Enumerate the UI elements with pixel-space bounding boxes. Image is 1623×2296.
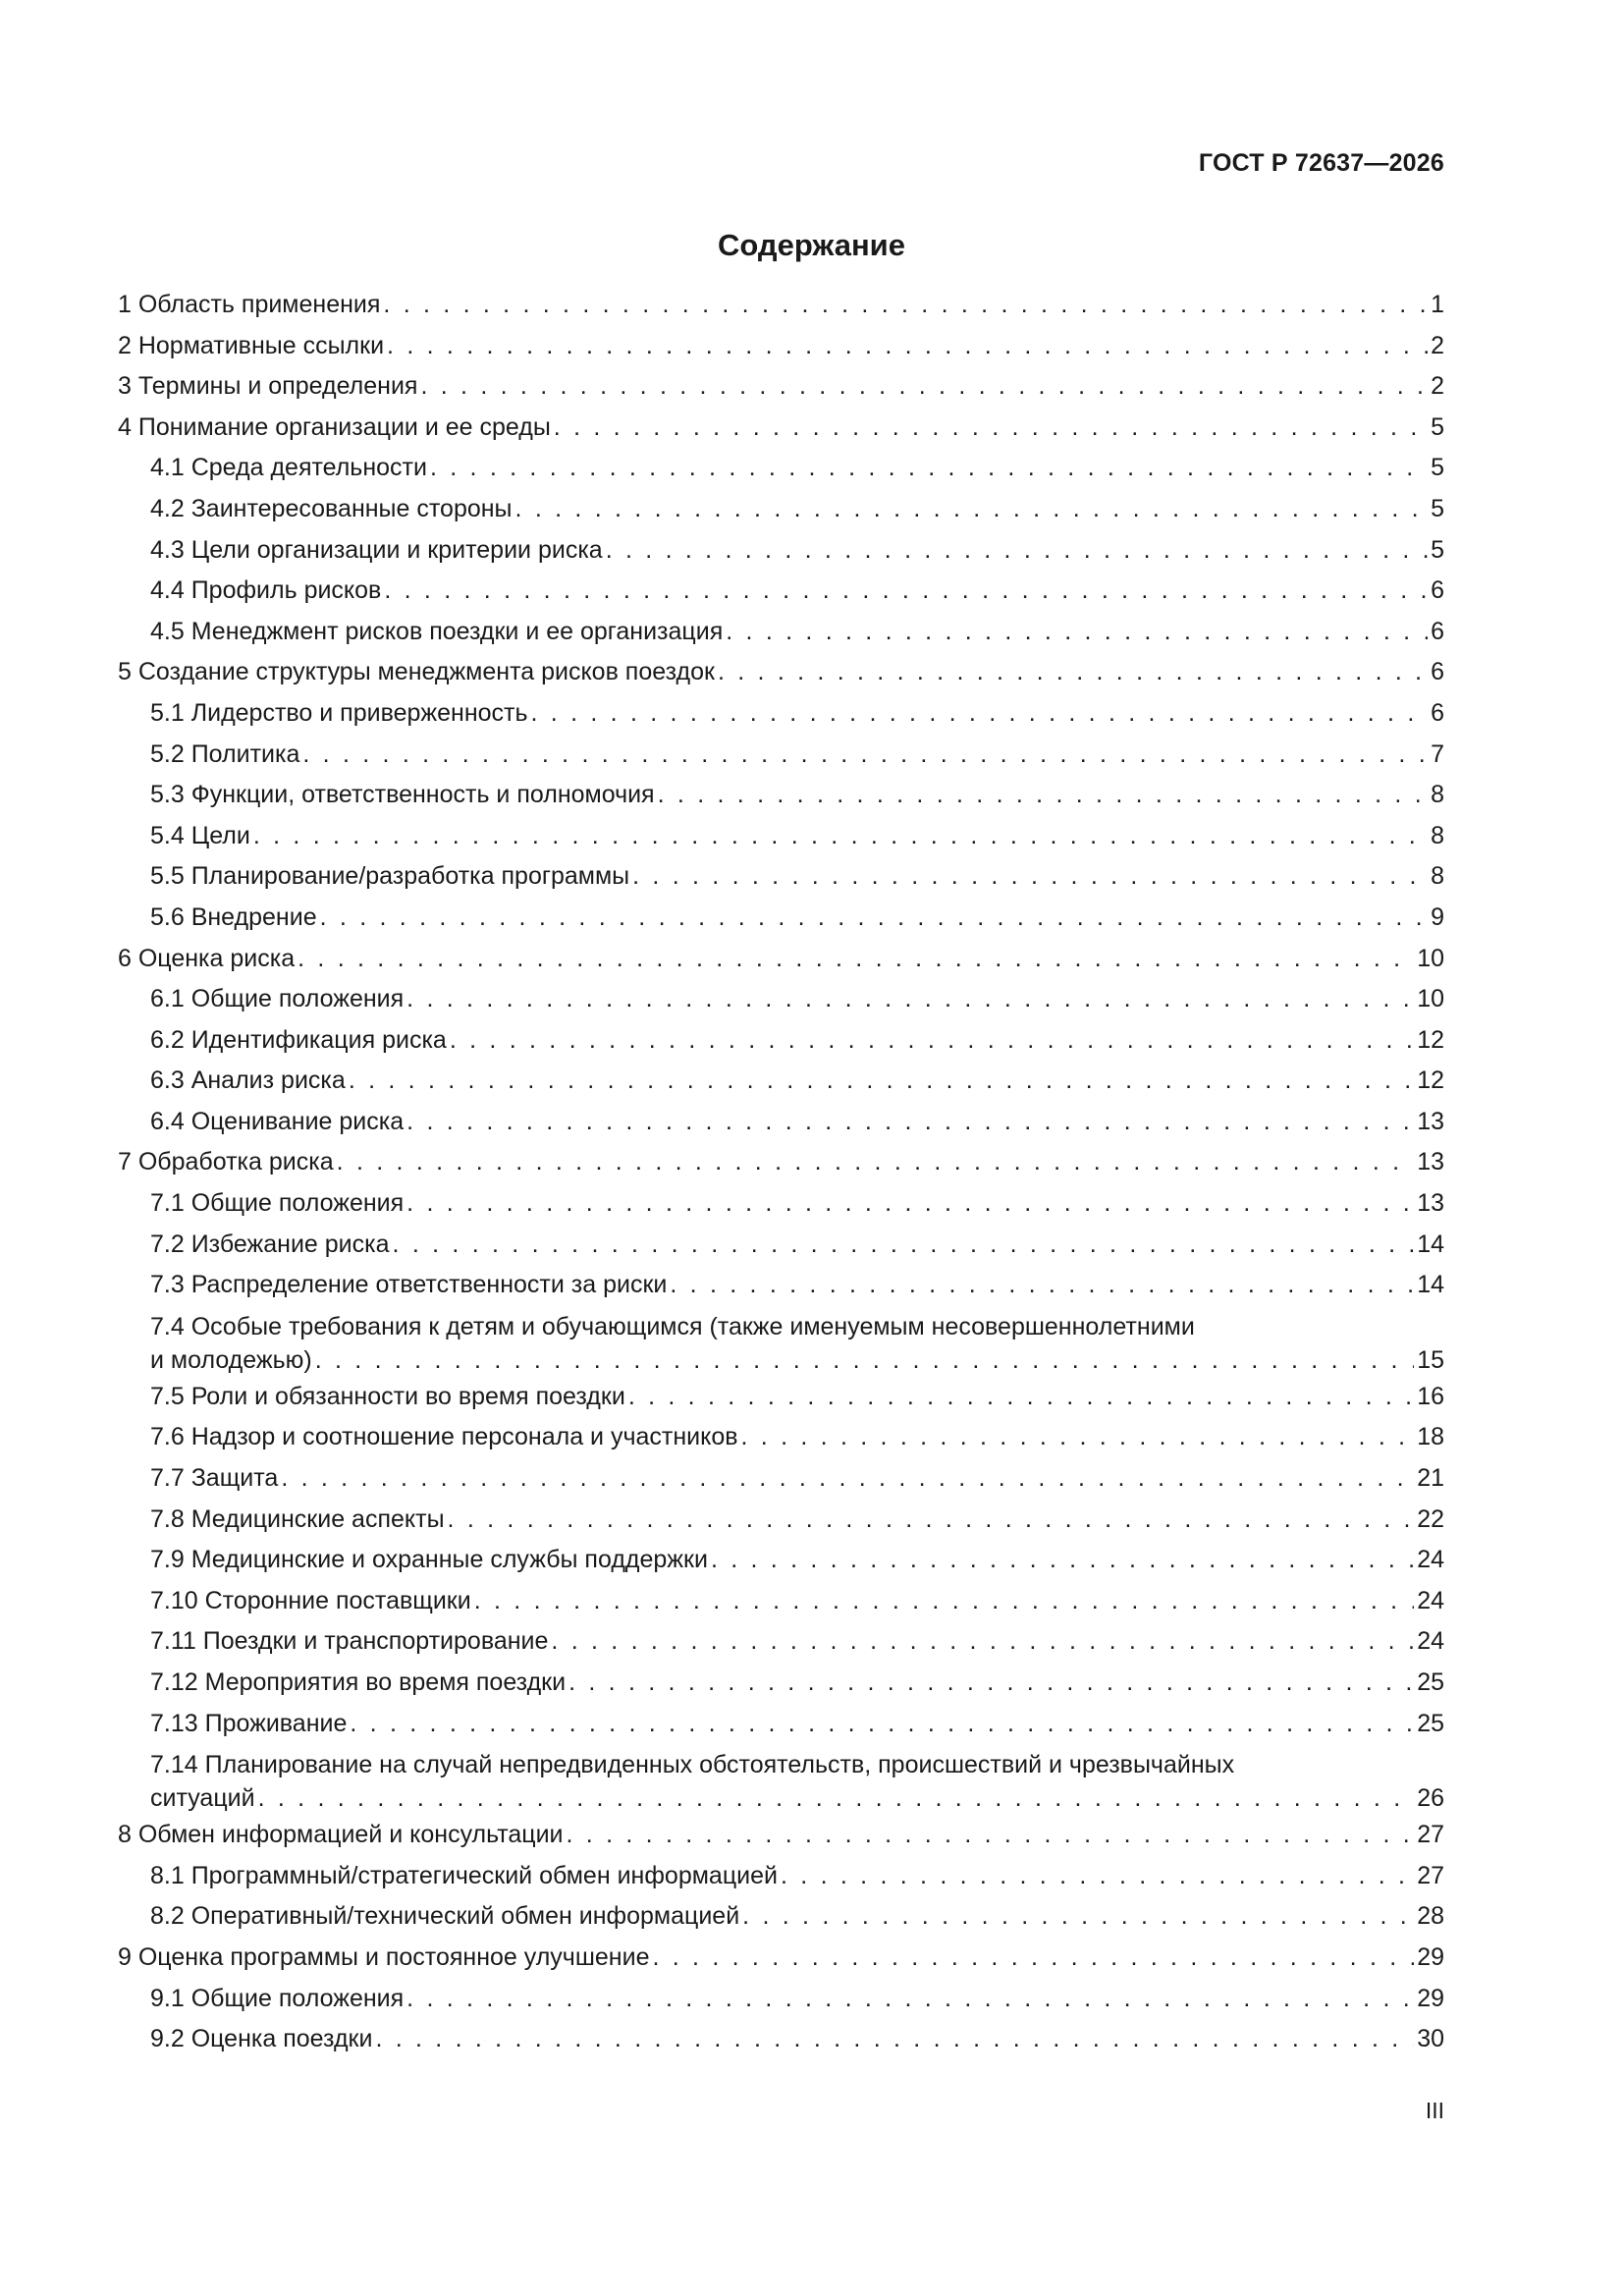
toc-entry-label: 4.1 Среда деятельности	[150, 454, 427, 482]
toc-entry-page: 28	[1417, 1902, 1444, 1931]
toc-entry-label: 5.2 Политика	[150, 739, 300, 768]
toc-entry-page: 7	[1431, 739, 1444, 768]
toc-entry[interactable]	[118, 939, 1444, 980]
toc-entry-label: 4.5 Менеджмент рисков поездки и ее организация	[150, 617, 724, 645]
toc-entry-label: 7.14 Планирование на случай непредвиденных обстоятельств, происшествий и чрезвычайных	[150, 1751, 1235, 1779]
dot-leader	[450, 1020, 1414, 1062]
dot-leader	[551, 1621, 1414, 1663]
toc-entry-page: 29	[1417, 1942, 1444, 1971]
toc-entry-label: 6.3 Анализ риска	[150, 1066, 346, 1095]
toc-entry-label: 5.3 Функции, ответственность и полномочия	[150, 781, 655, 809]
toc-entry-label: 7.13 Проживание	[150, 1709, 348, 1737]
toc-entry-label: 4.3 Цели организации и критерии риска	[150, 535, 603, 564]
dot-leader	[350, 1704, 1414, 1745]
dot-leader	[420, 366, 1428, 408]
toc-entry[interactable]	[118, 1979, 1444, 2020]
dot-leader	[315, 1343, 1414, 1377]
toc-entry-page: 25	[1417, 1709, 1444, 1737]
toc-entry-page: 6	[1431, 576, 1444, 605]
dot-leader	[406, 1102, 1414, 1143]
toc-entry-page: 5	[1431, 412, 1444, 441]
toc-entry-label: 4.2 Заинтересованные стороны	[150, 494, 513, 522]
toc-entry-page: 6	[1431, 658, 1444, 686]
toc-entry[interactable]	[118, 285, 1444, 326]
dot-leader	[632, 856, 1428, 898]
toc-entry-page: 30	[1417, 2025, 1444, 2053]
toc-entry-label: 5.1 Лидерство и приверженность	[150, 698, 528, 727]
dot-leader	[320, 898, 1428, 939]
toc-entry[interactable]	[118, 856, 1444, 898]
dot-leader	[606, 530, 1428, 572]
toc-entry-label: 7.12 Мероприятия во время поездки	[150, 1668, 567, 1696]
toc-entry[interactable]	[118, 1621, 1444, 1663]
toc-entry[interactable]	[118, 816, 1444, 857]
toc-entry-label: 9.2 Оценка поездки	[150, 2025, 373, 2053]
toc-entry-label: 8.2 Оперативный/технический обмен информацией	[150, 1902, 740, 1931]
toc-entry-label: 7.10 Сторонние поставщики	[150, 1586, 471, 1614]
toc-entry-page: 29	[1417, 1984, 1444, 2012]
toc-entry[interactable]	[118, 735, 1444, 776]
toc-entry[interactable]	[118, 1856, 1444, 1897]
toc-entry[interactable]	[118, 408, 1444, 449]
toc-entry[interactable]	[118, 326, 1444, 367]
toc-entry-page: 24	[1417, 1586, 1444, 1614]
toc-entry-page: 24	[1417, 1627, 1444, 1656]
dot-leader	[628, 1377, 1414, 1418]
toc-entry[interactable]	[118, 2019, 1444, 2060]
toc-entry[interactable]	[118, 1744, 1444, 1815]
toc-entry[interactable]	[118, 1938, 1444, 1979]
toc-entry[interactable]	[118, 1540, 1444, 1581]
toc-entry-page: 8	[1431, 821, 1444, 849]
dot-leader	[302, 735, 1428, 776]
toc-entry-label: 9 Оценка программы и постоянное улучшение	[118, 1942, 650, 1971]
toc-entry-label: 6.2 Идентификация риска	[150, 1025, 447, 1054]
dot-leader	[393, 1225, 1415, 1266]
toc-entry-page: 6	[1431, 698, 1444, 727]
toc-entry[interactable]	[118, 1061, 1444, 1102]
toc-entry-page: 26	[1417, 1784, 1444, 1813]
dot-leader	[281, 1458, 1414, 1500]
toc-entry-label: 5.6 Внедрение	[150, 902, 317, 931]
toc-entry-label: 7.11 Поездки и транспортирование	[150, 1627, 549, 1656]
toc-entry[interactable]	[118, 1417, 1444, 1458]
toc-entry-label: 8 Обмен информацией и консультации	[118, 1821, 564, 1849]
dot-leader	[567, 1815, 1415, 1856]
toc-entry[interactable]	[118, 1102, 1444, 1143]
toc-entry[interactable]	[118, 898, 1444, 939]
toc-entry-continuation	[150, 1343, 1444, 1377]
toc-entry-label: 5.4 Цели	[150, 821, 250, 849]
dot-leader	[430, 448, 1428, 489]
toc-entry-label: 4.4 Профиль рисков	[150, 576, 382, 605]
dot-leader	[406, 979, 1414, 1020]
toc-entry-page: 12	[1417, 1066, 1444, 1095]
toc-entry-label: 7.1 Общие положения	[150, 1189, 405, 1218]
dot-leader	[406, 1183, 1414, 1225]
toc-entry-page: 5	[1431, 494, 1444, 522]
toc-entry-label: 7.9 Медицинские и охранные службы поддержки	[150, 1546, 708, 1574]
dot-leader	[384, 571, 1428, 612]
document-code: ГОСТ Р 72637—2026	[1198, 149, 1444, 177]
toc-entry[interactable]	[118, 1458, 1444, 1500]
dot-leader	[568, 1663, 1414, 1704]
dot-leader	[554, 408, 1428, 449]
toc-entry-page: 14	[1417, 1230, 1444, 1258]
toc-entry[interactable]	[118, 979, 1444, 1020]
toc-entry-page: 8	[1431, 862, 1444, 891]
dot-leader	[406, 1979, 1414, 2020]
toc-entry-label: 6 Оценка риска	[118, 944, 296, 972]
toc-entry[interactable]	[118, 1142, 1444, 1183]
toc-entry-page: 1	[1431, 291, 1444, 318]
toc-entry[interactable]	[118, 1265, 1444, 1306]
dot-leader	[349, 1061, 1414, 1102]
toc-entry-label: 7.5 Роли и обязанности во время поездки	[150, 1382, 625, 1410]
dot-leader	[515, 489, 1429, 530]
dot-leader	[718, 652, 1428, 693]
toc-entry-label: 7.3 Распределение ответственности за риски	[150, 1271, 668, 1299]
toc-entry-page: 21	[1417, 1464, 1444, 1493]
toc-entry-label-continued: и молодежью)	[150, 1345, 312, 1374]
dot-leader	[741, 1417, 1415, 1458]
toc-entry-page: 12	[1417, 1025, 1444, 1054]
toc-entry-page: 16	[1417, 1382, 1444, 1410]
toc-entry-page: 13	[1417, 1107, 1444, 1135]
dot-leader	[258, 1781, 1415, 1815]
toc-entry[interactable]	[118, 1815, 1444, 1856]
toc-title: Содержание	[718, 228, 905, 262]
dot-leader	[726, 612, 1428, 653]
dot-leader	[474, 1581, 1414, 1622]
toc-entry[interactable]	[118, 612, 1444, 653]
toc-entry[interactable]	[118, 1020, 1444, 1062]
toc-entry-page: 2	[1431, 331, 1444, 359]
toc-entry[interactable]	[118, 1500, 1444, 1541]
toc-entry-label: 3 Термины и определения	[118, 372, 418, 401]
toc-entry[interactable]	[118, 1896, 1444, 1938]
toc-entry[interactable]	[118, 652, 1444, 693]
toc-entry-label: 1 Область применения	[118, 291, 381, 318]
toc-entry[interactable]	[118, 530, 1444, 572]
toc-entry-page: 27	[1417, 1861, 1444, 1889]
toc-entry-page: 22	[1417, 1504, 1444, 1533]
toc-entry-page: 15	[1417, 1345, 1444, 1374]
page-number: III	[1425, 2098, 1444, 2123]
toc-entry[interactable]	[118, 1377, 1444, 1418]
toc-entry-label: 7.6 Надзор и соотношение персонала и участников	[150, 1423, 738, 1451]
toc-entry[interactable]	[118, 571, 1444, 612]
toc-entry-page: 24	[1417, 1546, 1444, 1574]
toc-entry-page: 8	[1431, 781, 1444, 809]
dot-leader	[298, 939, 1414, 980]
toc-entry-label: 7 Обработка риска	[118, 1148, 334, 1176]
toc-entry-label: 5 Создание структуры менеджмента рисков поездок	[118, 658, 715, 686]
toc-entry-page: 13	[1417, 1148, 1444, 1176]
toc-entry-page: 13	[1417, 1189, 1444, 1218]
toc-entry[interactable]	[118, 1225, 1444, 1266]
toc-entry-page: 2	[1431, 372, 1444, 401]
toc-entry-label: 9.1 Общие положения	[150, 1984, 405, 2012]
dot-leader	[652, 1938, 1414, 1979]
dot-leader	[383, 285, 1428, 326]
toc-entry-page: 25	[1417, 1668, 1444, 1696]
dot-leader	[781, 1856, 1414, 1897]
toc-entry-label: 4 Понимание организации и ее среды	[118, 412, 551, 441]
dot-leader	[670, 1265, 1414, 1306]
toc-entry[interactable]	[118, 1704, 1444, 1745]
toc-entry[interactable]	[118, 448, 1444, 489]
dot-leader	[531, 693, 1429, 735]
dot-leader	[658, 775, 1428, 816]
table-of-contents	[118, 285, 1444, 2060]
toc-entry-page: 10	[1417, 985, 1444, 1013]
toc-entry-label: 5.5 Планирование/разработка программы	[150, 862, 630, 891]
toc-entry-page: 9	[1431, 902, 1444, 931]
toc-entry[interactable]	[118, 1581, 1444, 1622]
toc-entry-label: 7.4 Особые требования к детям и обучающимся (также именуемым несовершеннолетними	[150, 1312, 1195, 1340]
toc-entry-continuation	[150, 1781, 1444, 1815]
toc-entry-label: 8.1 Программный/стратегический обмен информацией	[150, 1861, 778, 1889]
toc-entry-label: 6.4 Оценивание риска	[150, 1107, 405, 1135]
toc-entry-label: 7.8 Медицинские аспекты	[150, 1504, 445, 1533]
toc-entry-label-continued: ситуаций	[150, 1784, 255, 1813]
dot-leader	[387, 326, 1428, 367]
toc-entry-page: 18	[1417, 1423, 1444, 1451]
toc-entry-page: 5	[1431, 535, 1444, 564]
toc-entry[interactable]	[118, 1183, 1444, 1225]
toc-entry[interactable]	[118, 1306, 1444, 1377]
toc-entry-label: 7.7 Защита	[150, 1464, 279, 1493]
toc-entry-label: 6.1 Общие положения	[150, 985, 405, 1013]
toc-entry-page: 10	[1417, 944, 1444, 972]
dot-leader	[448, 1500, 1415, 1541]
toc-entry[interactable]	[118, 489, 1444, 530]
toc-entry-page: 27	[1417, 1821, 1444, 1849]
toc-entry-label: 7.2 Избежание риска	[150, 1230, 390, 1258]
dot-leader	[742, 1896, 1414, 1938]
dot-leader	[375, 2019, 1414, 2060]
dot-leader	[337, 1142, 1415, 1183]
toc-entry-page: 6	[1431, 617, 1444, 645]
toc-entry-page: 5	[1431, 454, 1444, 482]
toc-entry[interactable]	[118, 693, 1444, 735]
toc-entry-label: 2 Нормативные ссылки	[118, 331, 385, 359]
toc-entry[interactable]	[118, 775, 1444, 816]
toc-entry[interactable]	[118, 366, 1444, 408]
toc-entry[interactable]	[118, 1663, 1444, 1704]
dot-leader	[253, 816, 1428, 857]
toc-entry-page: 14	[1417, 1271, 1444, 1299]
dot-leader	[711, 1540, 1414, 1581]
